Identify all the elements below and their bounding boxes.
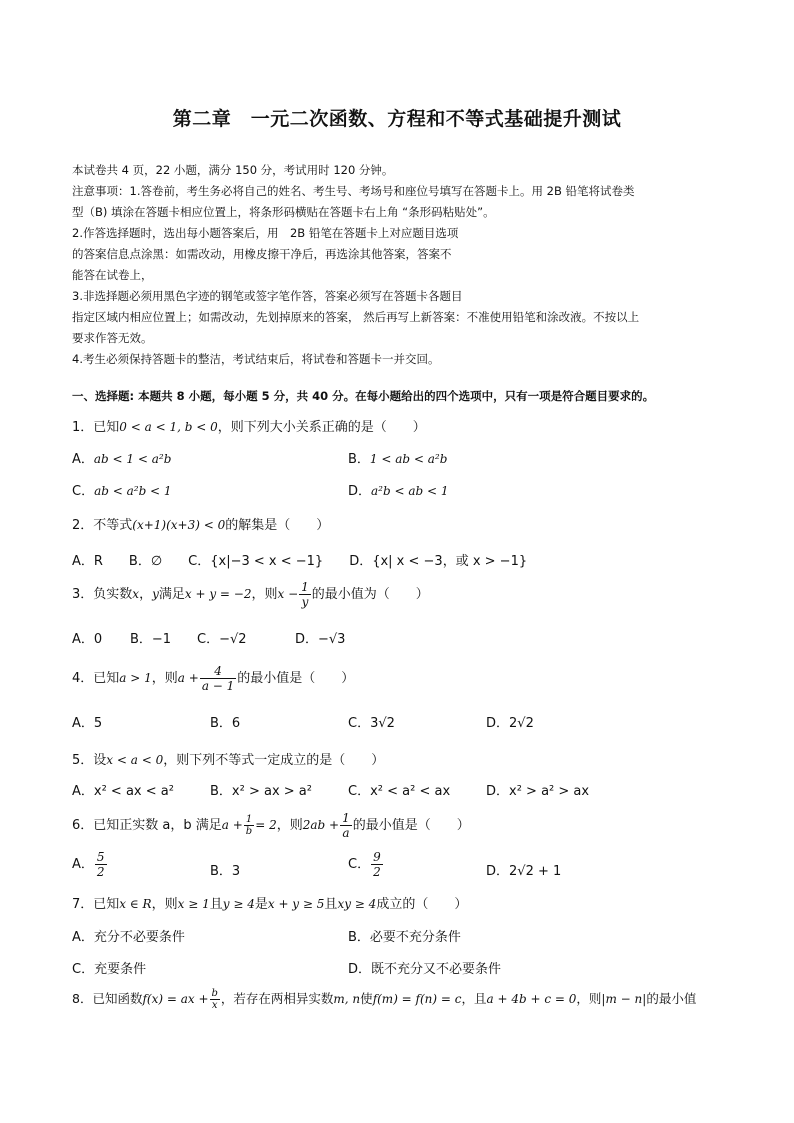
fraction: $\frac{1}{b}$ <box>245 814 253 837</box>
q5-option-b[interactable]: B．x² > ax > a² <box>210 784 312 799</box>
q1-option-c[interactable]: C．ab < a²b < 1 <box>72 484 172 499</box>
note-line: 2.作答选择题时，选出每小题答案后，用 2B 铅笔在答题卡上对应题目选项 <box>72 226 459 240</box>
q3-option-a[interactable]: A．0 <box>72 632 103 647</box>
q5-option-d[interactable]: D．x² > a² > ax <box>486 784 590 799</box>
page-title: 第二章 一元二次函数、方程和不等式基础提升测试 <box>172 108 622 130</box>
question-4: 4．已知a > 1，则a + $\frac{4}{a - 1}$ 的最小值是（ ） <box>72 664 355 693</box>
q4-option-a[interactable]: A．5 <box>72 716 103 731</box>
q7-option-a[interactable]: A．充分不必要条件 <box>72 930 185 945</box>
q6-option-c[interactable]: C． $\frac{9}{2}$ <box>348 850 381 879</box>
q3-option-c[interactable]: C．−√2 <box>197 632 247 647</box>
fraction: $\frac{1}{a}$ <box>342 811 350 840</box>
question-6: 6．已知正实数 a，b 满足a + $\frac{1}{b}$ = 2，则2ab + $\frac{1}{a}$ 的最小值是（ ） <box>72 811 470 840</box>
note-line: 指定区域内相应位置上；如需改动，先划掉原来的答案， 然后再写上新答案：不准使用铅笔和涂改液。不按以上 <box>72 310 640 324</box>
q6-option-d[interactable]: D．2√2 + 1 <box>486 864 562 879</box>
q3-option-d[interactable]: D．−√3 <box>295 632 346 647</box>
q5-option-c[interactable]: C．x² < a² < ax <box>348 784 451 799</box>
question-3: 3．负实数x，y满足x + y = −2，则x − $\frac{1}{y}$ 的最小值为（ ） <box>72 580 429 609</box>
note-line: 的答案信息点涂黑：如需改动，用橡皮擦干净后，再选涂其他答案，答案不 <box>72 247 452 261</box>
q4-option-c[interactable]: C．3√2 <box>348 716 395 731</box>
q7-option-c[interactable]: C．充要条件 <box>72 962 147 977</box>
q7-option-d[interactable]: D．既不充分又不必要条件 <box>348 962 502 977</box>
q7-option-b[interactable]: B．必要不充分条件 <box>348 930 461 945</box>
note-line: 要求作答无效。 <box>72 331 153 345</box>
question-5: 5．设x < a < 0，则下列不等式一定成立的是（ ） <box>72 753 385 768</box>
section-heading: 一、选择题: 本题共 8 小题，每小题 5 分，共 40 分。在每小题给出的四个选项中，只有一项是符合题目要求的。 <box>72 389 655 403</box>
note-line: 3.非选择题必须用黑色字迹的钢笔或签字笔作答，答案必须写在答题卡各题目 <box>72 289 463 303</box>
q1-option-b[interactable]: B．1 < ab < a²b <box>348 452 448 467</box>
note-line: 型（B) 填涂在答题卡相应位置上，将条形码横贴在答题卡右上角 “条形码粘贴处”。 <box>72 205 495 219</box>
q6-option-b[interactable]: B．3 <box>210 864 241 879</box>
note-line: 本试卷共 4 页，22 小题，满分 150 分，考试用时 120 分钟。 <box>72 163 394 177</box>
q4-option-d[interactable]: D．2√2 <box>486 716 534 731</box>
note-line: 能答在试卷上， <box>72 268 153 282</box>
exam-instructions <box>72 160 722 370</box>
q6-option-a[interactable]: A． $\frac{5}{2}$ <box>72 850 105 879</box>
q5-option-a[interactable]: A．x² < ax < a² <box>72 784 174 799</box>
fraction: $\frac{1}{y}$ <box>301 580 309 609</box>
question-1: 1．已知0 < a < 1, b < 0，则下列大小关系正确的是（ ） <box>72 420 426 435</box>
note-line: 注意事项：1.答卷前，考生务必将自己的姓名、考生号、考场号和座位号填写在答题卡上。用 2B 铅笔将试卷类 <box>72 184 635 198</box>
q1-option-d[interactable]: D．a²b < ab < 1 <box>348 484 449 499</box>
question-8: 8．已知函数f(x) = ax + $\frac{b}{x}$ ，若存在两相异实数m, n使f(m) = f(n) = c，且a + 4b + c = 0，则|m − n|的最小值 <box>72 988 697 1011</box>
question-7: 7．已知x ∈ R，则x ≥ 1且y ≥ 4是x + y ≥ 5且xy ≥ 4成立的（ ） <box>72 897 468 912</box>
note-line: 4.考生必须保持答题卡的整洁，考试结束后，将试卷和答题卡一并交回。 <box>72 352 440 366</box>
q1-option-a[interactable]: A．ab < 1 < a²b <box>72 452 172 467</box>
q4-option-b[interactable]: B．6 <box>210 716 241 731</box>
question-2: 2．不等式(x+1)(x+3) < 0的解集是（ ） <box>72 518 330 533</box>
fraction: $\frac{4}{a - 1}$ <box>201 664 235 693</box>
q2-options[interactable]: A．R B．∅ C．{x|−3 < x < −1} D．{x| x < −3，或 x > −1} <box>72 554 528 569</box>
fraction: $\frac{b}{x}$ <box>211 988 218 1011</box>
q3-option-b[interactable]: B．−1 <box>130 632 172 647</box>
